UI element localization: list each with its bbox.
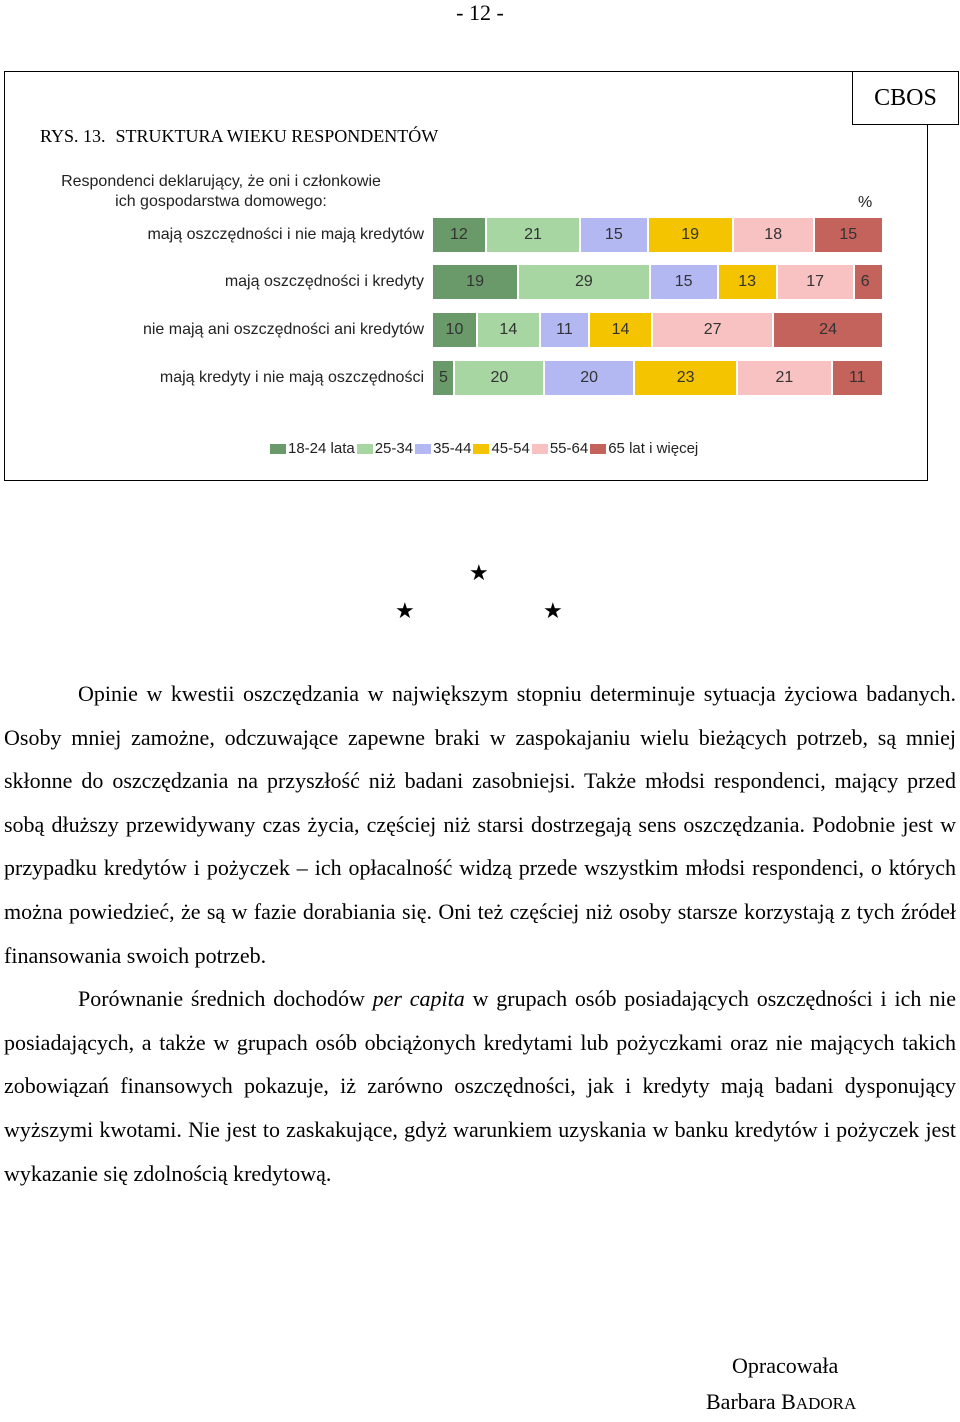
bar-segment	[833, 361, 882, 395]
paragraph	[4, 977, 956, 1195]
bar-category-label: mają oszczędności i kredyty	[224, 273, 424, 290]
bar-value-label: 15	[604, 226, 623, 243]
stacked-bar	[433, 313, 882, 347]
paragraph-italic: per capita	[372, 986, 465, 1012]
legend-swatch	[357, 444, 373, 454]
bar-value-label: 10	[445, 321, 464, 338]
signature-surname-initial: B	[781, 1389, 796, 1414]
bar-segment	[855, 265, 882, 299]
legend-item	[357, 440, 413, 457]
bar-value-label: 17	[806, 273, 825, 290]
bar-segment	[433, 361, 455, 395]
signature	[706, 1348, 856, 1422]
chart-legend	[270, 440, 700, 457]
bar-segment	[653, 313, 774, 347]
stacked-bar	[433, 361, 882, 395]
bar-value-label: 19	[466, 273, 484, 290]
bar-value-label: 19	[681, 226, 700, 243]
bar-value-label: 6	[860, 273, 870, 290]
bar-segment	[433, 265, 519, 299]
legend-swatch	[415, 444, 431, 454]
bar-segment	[738, 361, 832, 395]
bar-value-label: 27	[703, 321, 722, 338]
bar-value-label: 29	[575, 273, 593, 290]
legend-item	[415, 440, 471, 457]
legend-label: 35-44	[433, 440, 472, 457]
stacked-bar	[433, 265, 882, 299]
percent-unit: %	[858, 194, 873, 211]
bar-value-label: 23	[676, 369, 695, 386]
bar-value-label: 21	[524, 226, 542, 243]
star-icon: ★	[543, 598, 563, 623]
legend-swatch	[270, 444, 286, 454]
bar-value-label: 13	[738, 273, 757, 290]
bar-segment	[455, 361, 545, 395]
body-text	[4, 672, 956, 1195]
paragraph-text: Porównanie średnich dochodów	[78, 986, 373, 1012]
bar-segment	[433, 218, 487, 252]
bar-segment	[651, 265, 719, 299]
star-icon: ★	[395, 598, 415, 623]
bar-segment	[478, 313, 541, 347]
bar-category-label: mają oszczędności i nie mają kredytów	[147, 226, 424, 243]
bar-segment	[815, 218, 882, 252]
bar-segment	[519, 265, 651, 299]
bar-category-label: nie mają ani oszczędności ani kredytów	[142, 321, 424, 338]
bar-value-label: 15	[674, 273, 693, 290]
bar-value-label: 18	[764, 226, 783, 243]
legend-item	[473, 440, 529, 457]
bar-segment	[734, 218, 815, 252]
signature-name	[706, 1384, 856, 1422]
signature-surname-rest: ADORA	[795, 1394, 857, 1413]
bar-value-label: 15	[839, 226, 858, 243]
legend-swatch	[590, 444, 606, 454]
legend-item	[270, 440, 355, 457]
bar-segment	[487, 218, 581, 252]
chart-header	[20, 172, 422, 212]
figure-title	[40, 126, 438, 146]
stacked-bar	[433, 218, 882, 252]
legend-swatch	[473, 444, 489, 454]
legend-label: 25-34	[374, 440, 414, 457]
bar-value-label: 20	[490, 369, 509, 386]
bar-value-label: 11	[848, 369, 866, 386]
bar-segment	[581, 218, 648, 252]
legend-label: 45-54	[491, 440, 530, 457]
legend-label: 65 lat i więcej	[608, 440, 699, 457]
bar-segment	[719, 265, 778, 299]
legend-label: 55-64	[549, 440, 589, 457]
bar-value-label: 20	[580, 369, 599, 386]
bar-segment	[433, 313, 478, 347]
bar-value-label: 12	[450, 226, 468, 243]
signature-first-name: Barbara	[706, 1389, 776, 1414]
bar-segment	[545, 361, 635, 395]
paragraph-text: w grupach osób posiadających oszczędności i ich nie posiadających, a także w grupach osób obciążonych kredytami lub pożyczkami oraz nie mających takich zobowiązań finansowych pokazuje, iż zarówno oszczędności, jak i kredyty mają badani dysponujący wyższymi kwotami. Nie jest to zaskakujące, gdyż warunkiem uzyskania w banku kredytów i pożyczek jest wykazanie się zdolnością kredytową.	[4, 986, 957, 1186]
paragraph: Opinie w kwestii oszczędzania w największym stopniu determinuje sytuacja życiowa badanych. Osoby mniej zamożne, odczuwające zapewne braki w zaspokajaniu wielu bieżących potrzeb, są mniej skłonne do oszczędzania na przyszłość niż badani zasobniejsi. Także młodsi respondenci, mający przed sobą dłuższy przewidywany czas życia, częściej niż starsi dostrzegają sens oszczędzania. Podobnie jest w przypadku kredytów i pożyczek – ich opłacalność widzą przede wszystkim młodsi respondenci, o których można powiedzieć, że są w fazie dorabiania się. Oni też częściej niż osoby starsze korzystają z tych źródeł finansowania swoich potrzeb.	[4, 681, 956, 968]
legend-swatch	[532, 444, 548, 454]
page-number: - 12 -	[456, 0, 504, 25]
bar-segment	[541, 313, 590, 347]
bar-segment	[590, 313, 653, 347]
chart-header-line1: Respondenci deklarujący, że oni i członkowie	[61, 173, 381, 190]
figure-title-text: STRUKTURA WIEKU RESPONDENTÓW	[115, 126, 439, 146]
bar-segment	[778, 265, 855, 299]
cbos-label: CBOS	[852, 71, 959, 125]
bar-segment	[649, 218, 734, 252]
figure-label: RYS. 13.	[40, 126, 106, 146]
star-icon: ★	[469, 560, 489, 585]
bar-value-label: 5	[439, 369, 448, 386]
legend-item	[590, 440, 698, 457]
bar-value-label: 24	[819, 321, 837, 338]
bar-value-label: 14	[611, 321, 630, 338]
bar-value-label: 21	[775, 369, 794, 386]
bar-value-label: 11	[556, 321, 573, 338]
bar-value-label: 14	[499, 321, 518, 338]
bar-segment	[774, 313, 882, 347]
signature-role: Opracowała	[732, 1353, 839, 1378]
legend-label: 18-24 lata	[288, 440, 355, 457]
bar-category-label: mają kredyty i nie mają oszczędności	[159, 369, 424, 386]
chart-header-line2: ich gospodarstwa domowego:	[115, 193, 327, 210]
legend-item	[532, 440, 588, 457]
bar-segment	[635, 361, 738, 395]
